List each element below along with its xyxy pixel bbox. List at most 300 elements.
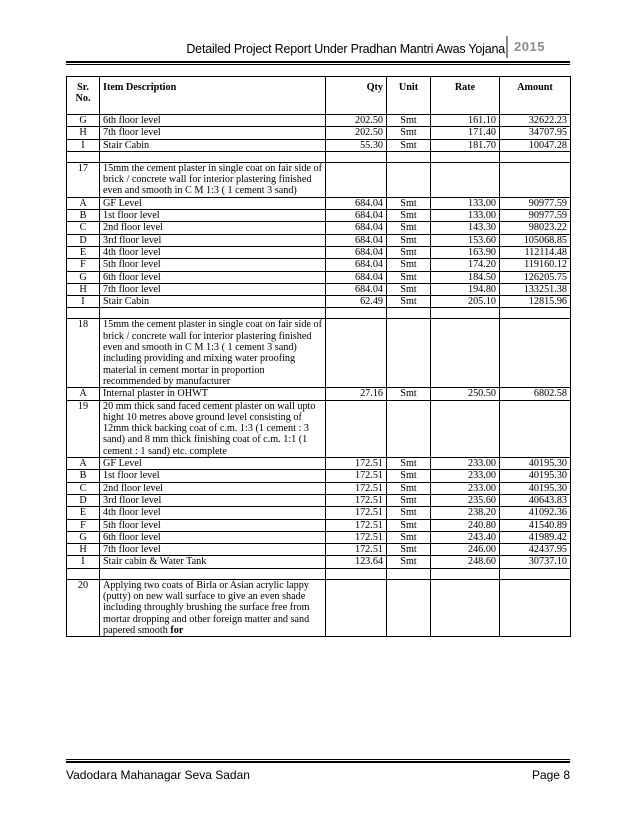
cell-description-text: Stair cabin & Water Tank (103, 556, 207, 568)
spacer-cell (500, 308, 571, 319)
cell-amount (500, 400, 571, 457)
cell-amount-text: 40643.83 (528, 494, 567, 506)
cell-description-text: 7th floor level (103, 127, 161, 139)
cell-qty (326, 246, 387, 258)
table-row (67, 507, 571, 519)
boq-table (66, 76, 571, 637)
table-row (67, 283, 571, 295)
cell-sr-text: H (79, 544, 87, 556)
cell-sr (67, 482, 100, 494)
cell-rate-text: 184.50 (467, 271, 496, 283)
cell-qty (326, 482, 387, 494)
cell-amount (500, 519, 571, 531)
table-row (67, 115, 571, 127)
cell-unit-text: Smt (400, 482, 417, 494)
cell-qty (326, 271, 387, 283)
cell-qty-text: 27.16 (360, 388, 383, 400)
table-row (67, 470, 571, 482)
cell-qty (326, 531, 387, 543)
cell-description (100, 388, 326, 400)
cell-qty (326, 507, 387, 519)
cell-sr-text: 18 (77, 319, 89, 331)
table-row (67, 579, 571, 636)
cell-qty (326, 400, 387, 457)
cell-amount-text: 41540.89 (528, 519, 567, 531)
cell-sr-text: 20 (77, 579, 89, 591)
cell-sr (67, 296, 100, 308)
cell-sr (67, 470, 100, 482)
cell-rate (431, 259, 500, 271)
cell-qty (326, 259, 387, 271)
spacer-row (67, 151, 571, 162)
cell-qty (326, 139, 387, 151)
cell-description (100, 579, 326, 636)
cell-unit (387, 507, 431, 519)
cell-unit-text: Smt (400, 222, 417, 234)
cell-qty-text: 202.50 (354, 115, 383, 126)
cell-amount (500, 319, 571, 388)
cell-unit-text: Smt (400, 507, 417, 519)
table-row (67, 222, 571, 234)
spacer-cell (100, 568, 326, 579)
col-header-rate: Rate (431, 77, 500, 115)
cell-unit-text: Smt (400, 544, 417, 556)
cell-unit (387, 234, 431, 246)
cell-qty (326, 296, 387, 308)
cell-rate (431, 470, 500, 482)
cell-description-text: 1st floor level (103, 210, 160, 222)
cell-description-bold-tail: for (170, 624, 184, 636)
cell-amount-text: 126205.75 (523, 271, 567, 283)
cell-amount (500, 234, 571, 246)
cell-amount-text: 98023.22 (528, 222, 567, 234)
cell-rate (431, 139, 500, 151)
cell-amount-text: 12815.96 (528, 296, 567, 308)
cell-description (100, 400, 326, 457)
col-header-description: Item Description (100, 77, 326, 115)
cell-description-text: Applying two coats of Birla or Asian acrylic lappy (putty) on new wall surface to give an even shade including throughly brushing the surface free from mortar dropping and other foreign matter and sand papered smooth (103, 579, 310, 636)
cell-amount-text: 119160.12 (524, 259, 567, 271)
cell-rate-text: 171.40 (467, 127, 496, 139)
cell-sr-text: B (79, 470, 87, 482)
spacer-cell (387, 151, 431, 162)
table-row (67, 400, 571, 457)
cell-description-text: 1st floor level (103, 470, 160, 482)
cell-amount-text: 90977.59 (528, 210, 567, 222)
cell-sr (67, 388, 100, 400)
cell-qty-text: 684.04 (354, 283, 383, 295)
cell-description (100, 494, 326, 506)
cell-unit (387, 296, 431, 308)
cell-amount-text: 42437.95 (528, 544, 567, 556)
cell-qty (326, 319, 387, 388)
cell-amount (500, 458, 571, 470)
cell-rate (431, 234, 500, 246)
table-row (67, 127, 571, 139)
cell-sr-text: C (79, 482, 87, 494)
cell-amount (500, 470, 571, 482)
cell-description (100, 482, 326, 494)
cell-unit (387, 544, 431, 556)
cell-amount-text: 10047.28 (528, 139, 567, 151)
cell-unit-text: Smt (400, 197, 417, 209)
cell-amount-text: 34707.95 (528, 127, 567, 139)
cell-qty-text: 684.04 (354, 222, 383, 234)
cell-qty (326, 197, 387, 209)
cell-sr-text: D (79, 494, 87, 506)
cell-unit-text: Smt (400, 139, 417, 151)
col-header-amount: Amount (500, 77, 571, 115)
cell-unit (387, 400, 431, 457)
cell-unit (387, 246, 431, 258)
cell-qty-text: 172.51 (354, 458, 383, 470)
cell-unit-text: Smt (400, 127, 417, 139)
cell-sr (67, 579, 100, 636)
cell-description (100, 222, 326, 234)
cell-rate (431, 222, 500, 234)
cell-sr-text: F (80, 519, 86, 531)
cell-amount (500, 579, 571, 636)
cell-rate-text: 240.80 (467, 519, 496, 531)
cell-sr-text: H (79, 283, 87, 295)
cell-description-text: GF Level (103, 458, 142, 470)
cell-unit-text: Smt (400, 296, 417, 308)
cell-qty (326, 115, 387, 127)
cell-unit (387, 319, 431, 388)
document-title: Detailed Project Report Under Pradhan Mantri Awas Yojana (186, 42, 505, 56)
spacer-cell (431, 308, 500, 319)
cell-amount-text: 40195.30 (528, 470, 567, 482)
cell-rate-text: 181.70 (467, 139, 496, 151)
cell-sr (67, 115, 100, 127)
cell-rate-text: 250.50 (467, 388, 496, 400)
cell-sr-text: 17 (77, 162, 89, 174)
cell-qty (326, 388, 387, 400)
cell-description-text: 7th floor level (103, 544, 161, 556)
cell-amount-text: 90977.59 (528, 197, 567, 209)
cell-description-text: 15mm the cement plaster in single coat on fair side of brick / concrete wall for interior plastering finished even and smooth in C M 1:3 ( 1 cement 3 sand) (103, 162, 322, 197)
cell-sr-text: G (79, 115, 87, 126)
cell-description (100, 197, 326, 209)
cell-description-text: 4th floor level (103, 246, 161, 258)
cell-description-text: 4th floor level (103, 507, 161, 519)
cell-rate (431, 210, 500, 222)
cell-unit-text: Smt (400, 283, 417, 295)
cell-rate-text: 205.10 (467, 296, 496, 308)
cell-amount (500, 115, 571, 127)
cell-rate (431, 127, 500, 139)
cell-qty-text: 684.04 (354, 259, 383, 271)
cell-qty (326, 210, 387, 222)
cell-unit-text: Smt (400, 470, 417, 482)
cell-rate (431, 283, 500, 295)
cell-qty (326, 162, 387, 197)
cell-qty-text: 172.51 (354, 544, 383, 556)
cell-unit-text: Smt (400, 271, 417, 283)
cell-amount (500, 556, 571, 568)
page-header (0, 36, 638, 60)
cell-amount (500, 127, 571, 139)
cell-amount (500, 271, 571, 283)
table-row (67, 259, 571, 271)
cell-sr (67, 210, 100, 222)
cell-sr (67, 162, 100, 197)
table-row (67, 162, 571, 197)
table-row (67, 388, 571, 400)
cell-description (100, 556, 326, 568)
cell-unit (387, 556, 431, 568)
header-rule (66, 61, 570, 63)
spacer-cell (431, 151, 500, 162)
cell-description-text: 2nd floor level (103, 482, 163, 494)
table-row (67, 271, 571, 283)
cell-qty-text: 684.04 (354, 246, 383, 258)
cell-qty-text: 684.04 (354, 197, 383, 209)
cell-description-text: 6th floor level (103, 531, 161, 543)
spacer-cell (100, 308, 326, 319)
cell-amount (500, 544, 571, 556)
cell-qty (326, 470, 387, 482)
cell-qty (326, 556, 387, 568)
cell-sr-text: F (80, 259, 86, 271)
page-number: Page 8 (531, 768, 570, 782)
cell-qty (326, 222, 387, 234)
cell-amount (500, 210, 571, 222)
cell-qty (326, 579, 387, 636)
cell-description (100, 234, 326, 246)
cell-amount-text: 112114.48 (524, 246, 567, 258)
cell-rate (431, 115, 500, 127)
table-row (67, 531, 571, 543)
table-row (67, 544, 571, 556)
spacer-cell (100, 151, 326, 162)
cell-rate-text: 133.00 (467, 210, 496, 222)
cell-amount-text: 41092.36 (528, 507, 567, 519)
cell-unit-text: Smt (400, 494, 417, 506)
cell-sr-text: B (79, 210, 87, 222)
cell-qty (326, 494, 387, 506)
document-year: 2015 (506, 36, 545, 58)
table-header-row (67, 77, 571, 115)
spacer-cell (67, 151, 100, 162)
table-row (67, 319, 571, 388)
cell-sr (67, 458, 100, 470)
cell-rate (431, 388, 500, 400)
table-body (67, 115, 571, 637)
cell-sr-text: G (79, 271, 87, 283)
cell-rate (431, 556, 500, 568)
cell-rate (431, 271, 500, 283)
cell-qty-text: 172.51 (354, 494, 383, 506)
cell-amount-text: 133251.38 (523, 283, 567, 295)
spacer-cell (387, 568, 431, 579)
cell-sr (67, 556, 100, 568)
cell-amount (500, 531, 571, 543)
cell-description-text: 3rd floor level (103, 234, 162, 246)
cell-sr-text: C (79, 222, 87, 234)
cell-rate (431, 482, 500, 494)
spacer-cell (500, 151, 571, 162)
cell-rate-text: 174.20 (467, 259, 496, 271)
cell-sr (67, 283, 100, 295)
cell-amount (500, 246, 571, 258)
cell-description-text: Internal plaster in OHWT (103, 388, 208, 400)
cell-rate-text: 143.30 (467, 222, 496, 234)
cell-rate (431, 400, 500, 457)
cell-rate-text: 238.20 (467, 507, 496, 519)
cell-description (100, 246, 326, 258)
col-header-qty: Qty (326, 77, 387, 115)
cell-unit-text: Smt (400, 458, 417, 470)
cell-description (100, 319, 326, 388)
cell-sr (67, 531, 100, 543)
cell-unit (387, 222, 431, 234)
cell-description-text: 5th floor level (103, 259, 161, 271)
cell-qty-text: 123.64 (354, 556, 383, 568)
cell-description-text: Stair Cabin (103, 139, 150, 151)
cell-sr-text: D (79, 234, 87, 246)
cell-rate-text: 233.00 (467, 482, 496, 494)
cell-sr-text: I (81, 556, 85, 568)
cell-qty-text: 684.04 (354, 210, 383, 222)
cell-qty-text: 55.30 (360, 139, 383, 151)
cell-rate (431, 319, 500, 388)
cell-unit (387, 388, 431, 400)
cell-amount-text: 32622.23 (528, 115, 567, 126)
cell-description (100, 531, 326, 543)
cell-description (100, 544, 326, 556)
footer-organization: Vadodara Mahanagar Seva Sadan (66, 768, 250, 782)
cell-unit (387, 579, 431, 636)
cell-sr (67, 400, 100, 457)
cell-description (100, 115, 326, 127)
cell-amount (500, 296, 571, 308)
cell-sr (67, 494, 100, 506)
cell-amount (500, 494, 571, 506)
cell-unit-text: Smt (400, 234, 417, 246)
cell-sr (67, 127, 100, 139)
cell-sr (67, 222, 100, 234)
cell-sr-text: A (79, 388, 87, 400)
header-rule-thin (66, 64, 570, 65)
cell-rate-text: 194.80 (467, 283, 496, 295)
cell-amount-text: 105068.85 (523, 234, 567, 246)
spacer-cell (387, 308, 431, 319)
cell-description (100, 259, 326, 271)
cell-amount (500, 507, 571, 519)
cell-sr-text: 19 (77, 400, 89, 412)
cell-unit (387, 162, 431, 197)
cell-description (100, 519, 326, 531)
cell-sr-text: H (79, 127, 87, 139)
cell-description-text: 20 mm thick sand faced cement plaster on wall upto hight 10 metres above ground level consisting of 12mm thick backing coat of c.m. 1:3 (1 cement : 3 sand) and 8 mm thick finishing coat of c.m. 1:1 (1 cement : 1 sand) etc. complete (103, 400, 316, 457)
table-row (67, 139, 571, 151)
cell-rate (431, 162, 500, 197)
cell-qty (326, 234, 387, 246)
cell-qty-text: 684.04 (354, 271, 383, 283)
cell-qty-text: 202.50 (354, 127, 383, 139)
cell-unit-text: Smt (400, 115, 417, 126)
cell-sr (67, 519, 100, 531)
cell-unit (387, 197, 431, 209)
footer-rule (66, 761, 570, 763)
cell-rate (431, 531, 500, 543)
cell-description (100, 283, 326, 295)
cell-sr (67, 507, 100, 519)
cell-description (100, 127, 326, 139)
cell-rate (431, 579, 500, 636)
cell-description (100, 139, 326, 151)
cell-rate-text: 248.60 (467, 556, 496, 568)
cell-sr-text: A (79, 197, 87, 209)
cell-description (100, 210, 326, 222)
table-row (67, 519, 571, 531)
cell-description (100, 458, 326, 470)
cell-sr (67, 259, 100, 271)
cell-unit (387, 271, 431, 283)
spacer-row (67, 568, 571, 579)
cell-rate (431, 494, 500, 506)
cell-unit (387, 470, 431, 482)
cell-rate-text: 161.10 (467, 115, 496, 126)
cell-sr (67, 544, 100, 556)
cell-amount (500, 197, 571, 209)
table-row (67, 556, 571, 568)
cell-amount (500, 162, 571, 197)
cell-rate (431, 296, 500, 308)
cell-unit-text: Smt (400, 259, 417, 271)
cell-amount-text: 6802.58 (533, 388, 567, 400)
cell-unit (387, 283, 431, 295)
cell-amount (500, 482, 571, 494)
cell-qty-text: 62.49 (360, 296, 383, 308)
cell-qty (326, 283, 387, 295)
cell-unit (387, 531, 431, 543)
cell-amount (500, 222, 571, 234)
table-row (67, 458, 571, 470)
cell-unit (387, 494, 431, 506)
col-header-unit: Unit (387, 77, 431, 115)
cell-unit (387, 115, 431, 127)
cell-description-text: Stair Cabin (103, 296, 150, 308)
cell-sr (67, 197, 100, 209)
cell-description (100, 271, 326, 283)
cell-description-text: 6th floor level (103, 115, 161, 126)
table-row (67, 234, 571, 246)
cell-rate-text: 235.60 (467, 494, 496, 506)
table-row (67, 482, 571, 494)
cell-unit (387, 519, 431, 531)
cell-rate-text: 233.00 (467, 458, 496, 470)
cell-rate (431, 197, 500, 209)
cell-unit (387, 139, 431, 151)
footer-rule-thin (66, 759, 570, 760)
cell-unit (387, 458, 431, 470)
cell-sr-text: A (79, 458, 87, 470)
cell-unit (387, 259, 431, 271)
cell-unit-text: Smt (400, 556, 417, 568)
cell-rate (431, 519, 500, 531)
cell-unit-text: Smt (400, 246, 417, 258)
cell-qty (326, 544, 387, 556)
cell-amount-text: 41989.42 (528, 531, 567, 543)
cell-description (100, 470, 326, 482)
cell-qty-text: 172.51 (354, 482, 383, 494)
table-row (67, 210, 571, 222)
cell-qty-text: 172.51 (354, 507, 383, 519)
cell-unit-text: Smt (400, 519, 417, 531)
cell-qty-text: 172.51 (354, 470, 383, 482)
